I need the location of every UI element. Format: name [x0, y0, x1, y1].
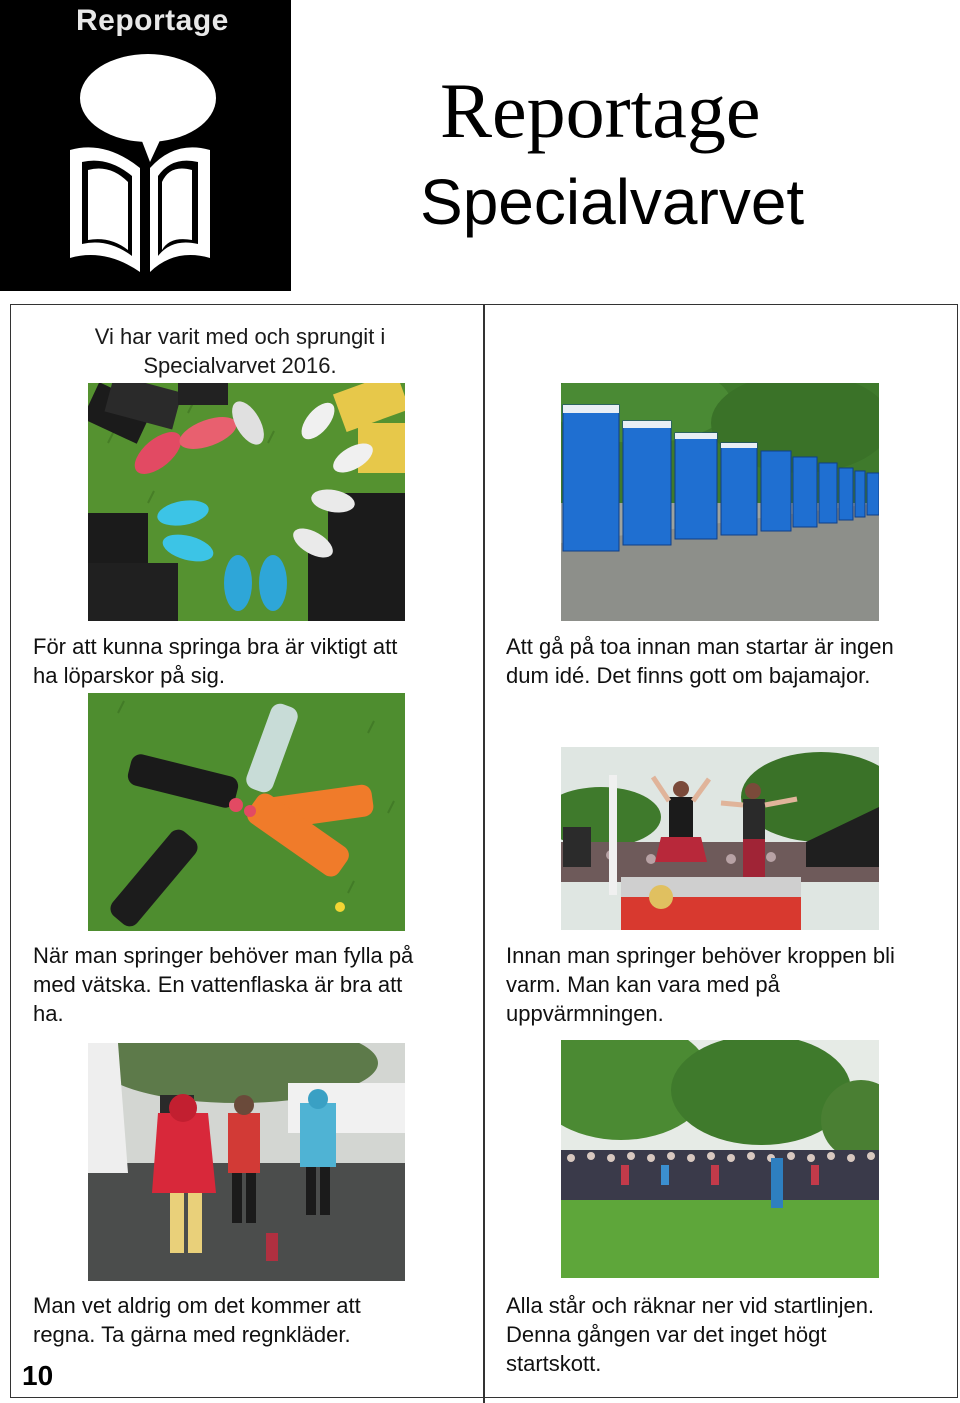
- caption-start-line-2: Denna gången var det inget högt: [506, 1322, 827, 1347]
- reportage-logo: [0, 0, 291, 291]
- shoes-photo: [88, 383, 405, 621]
- logo-label: Reportage: [76, 4, 229, 37]
- caption-shoes-line-1: För att kunna springa bra är viktigt att: [33, 634, 398, 659]
- caption-start-line-1: Alla står och räknar ner vid startlinjen.: [506, 1293, 875, 1318]
- caption-bottles-line-3: ha.: [33, 1001, 64, 1026]
- bottles-photo: [88, 693, 405, 931]
- page-number: 10: [22, 1360, 54, 1391]
- intro-text: [40, 322, 440, 380]
- rain-photo: [88, 1043, 405, 1281]
- intro-line-2: Specialvarvet 2016.: [143, 353, 337, 378]
- caption-start: [506, 1291, 946, 1378]
- caption-rain-line-2: regna. Ta gärna med regnkläder.: [33, 1322, 351, 1347]
- caption-toilets-line-2: dum idé. Det finns gott om bajamajor.: [506, 663, 871, 688]
- toilets-photo: [561, 383, 879, 621]
- caption-shoes: [33, 632, 473, 690]
- caption-toilets-line-1: Att gå på toa innan man startar är ingen: [506, 634, 894, 659]
- caption-warmup-line-2: varm. Man kan vara med på: [506, 972, 780, 997]
- intro-line-1: Vi har varit med och sprungit i: [94, 324, 386, 349]
- caption-start-line-3: startskott.: [506, 1351, 602, 1376]
- start-line-photo: [561, 1040, 879, 1278]
- caption-bottles-line-1: När man springer behöver man fylla på: [33, 943, 414, 968]
- caption-rain: [33, 1291, 473, 1349]
- caption-rain-line-1: Man vet aldrig om det kommer att: [33, 1293, 361, 1318]
- caption-shoes-line-2: ha löparskor på sig.: [33, 663, 225, 688]
- caption-warmup-line-3: uppvärmningen.: [506, 1001, 664, 1026]
- warmup-photo: [561, 747, 879, 930]
- caption-warmup-line-1: Innan man springer behöver kroppen bli: [506, 943, 895, 968]
- caption-bottles-line-2: med vätska. En vattenflaska är bra att: [33, 972, 403, 997]
- column-divider: [483, 304, 485, 1403]
- speech-book-icon: [0, 0, 291, 291]
- caption-toilets: [506, 632, 946, 690]
- caption-bottles: [33, 941, 473, 1028]
- page-subtitle: Specialvarvet: [420, 166, 805, 238]
- page-title: Reportage: [440, 67, 761, 154]
- caption-warmup: [506, 941, 946, 1028]
